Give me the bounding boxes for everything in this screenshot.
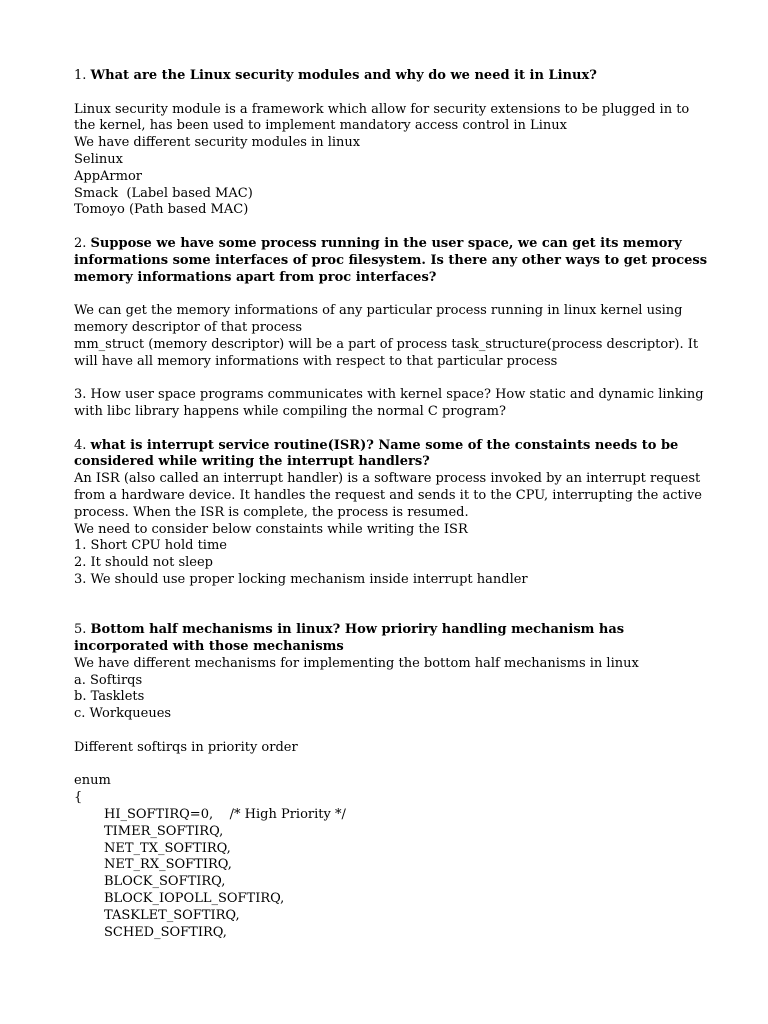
answer-5-line-1: We have different mechanisms for implementing the bottom half mechanisms in linux: [74, 655, 639, 671]
question-1-title: What are the Linux security modules and why do we need it in Linux?: [90, 68, 597, 83]
question-2: [74, 236, 714, 286]
answer-5-line-3: b. Tasklets: [74, 689, 145, 705]
answer-1-line-3: Selinux: [74, 151, 123, 167]
enum-item: NET_RX_SOFTIRQ,: [104, 857, 232, 873]
question-1-number: 1.: [74, 68, 87, 83]
answer-4-line-5: 3. We should use proper locking mechanism inside interrupt handler: [74, 571, 528, 587]
enum-item: TIMER_SOFTIRQ,: [104, 823, 224, 839]
answer-1-line-1: Linux security module is a framework which allow for security extensions to be plugged in to the kernel, has been used to implement mandatory access control in Linux: [74, 101, 690, 134]
question-5-number: 5.: [74, 622, 87, 638]
answer-2-line-1: We can get the memory informations of any particular process running in linux kernel using memory descriptor of that process: [74, 303, 683, 335]
enum-item: BLOCK_SOFTIRQ,: [104, 874, 226, 890]
document-page: [74, 68, 714, 941]
enum-item: TASKLET_SOFTIRQ,: [104, 907, 240, 923]
question-1: [74, 68, 714, 85]
answer-5-line-2: a. Softirqs: [74, 672, 143, 688]
answer-2-line-2: mm_struct (memory descriptor) will be a part of process task_structure(process descriptor). It will have all memory informations with respect to that particular process: [74, 336, 699, 369]
enum-keyword: enum: [74, 773, 111, 789]
question-4-title: what is interrupt service routine(ISR)? Name some of the constaints needs to be considered while writing the interrupt handlers?: [74, 437, 679, 470]
answer-1-line-2: We have different security modules in linux: [74, 135, 361, 151]
answer-5-line-4: c. Workqueues: [74, 706, 172, 722]
answer-4-line-2: We need to consider below constaints while writing the ISR: [74, 521, 468, 537]
question-4-number: 4.: [74, 437, 87, 453]
question-4: [74, 438, 714, 472]
enum-item: HI_SOFTIRQ=0, /* High Priority */: [104, 807, 346, 823]
answer-1-line-4: AppArmor: [74, 168, 143, 184]
question-2-title: Suppose we have some process running in the user space, we can get its memory informations some interfaces of proc filesystem. Is there any other ways to get process memory informations apart from proc interfaces?: [74, 235, 708, 285]
enum-item: NET_TX_SOFTIRQ,: [104, 840, 231, 856]
answer-1-line-6: Tomoyo (Path based MAC): [74, 202, 249, 218]
enum-item: BLOCK_IOPOLL_SOFTIRQ,: [104, 891, 285, 907]
answer-4-line-1: An ISR (also called an interrupt handler) is a software process invoked by an interrupt request from a hardware device. It handles the request and sends it to the CPU, interrupting the active process. When the ISR is complete, the process is resumed.: [74, 471, 702, 520]
answer-4-line-4: 2. It should not sleep: [74, 555, 213, 571]
enum-item: SCHED_SOFTIRQ,: [104, 924, 227, 940]
enum-open-brace: {: [74, 790, 83, 806]
answer-1-line-5: Smack (Label based MAC): [74, 185, 253, 201]
answer-4-line-3: 1. Short CPU hold time: [74, 538, 227, 554]
softirq-intro: Different softirqs in priority order: [74, 739, 298, 755]
question-2-number: 2.: [74, 235, 87, 251]
question-3: 3. How user space programs communicates with kernel space? How static and dynamic linking with libc library happens while compiling the normal C program?: [74, 387, 704, 419]
question-5: [74, 622, 714, 656]
question-5-title: Bottom half mechanisms in linux? How prioriry handling mechanism has incorporated with those mechanisms: [74, 622, 625, 655]
